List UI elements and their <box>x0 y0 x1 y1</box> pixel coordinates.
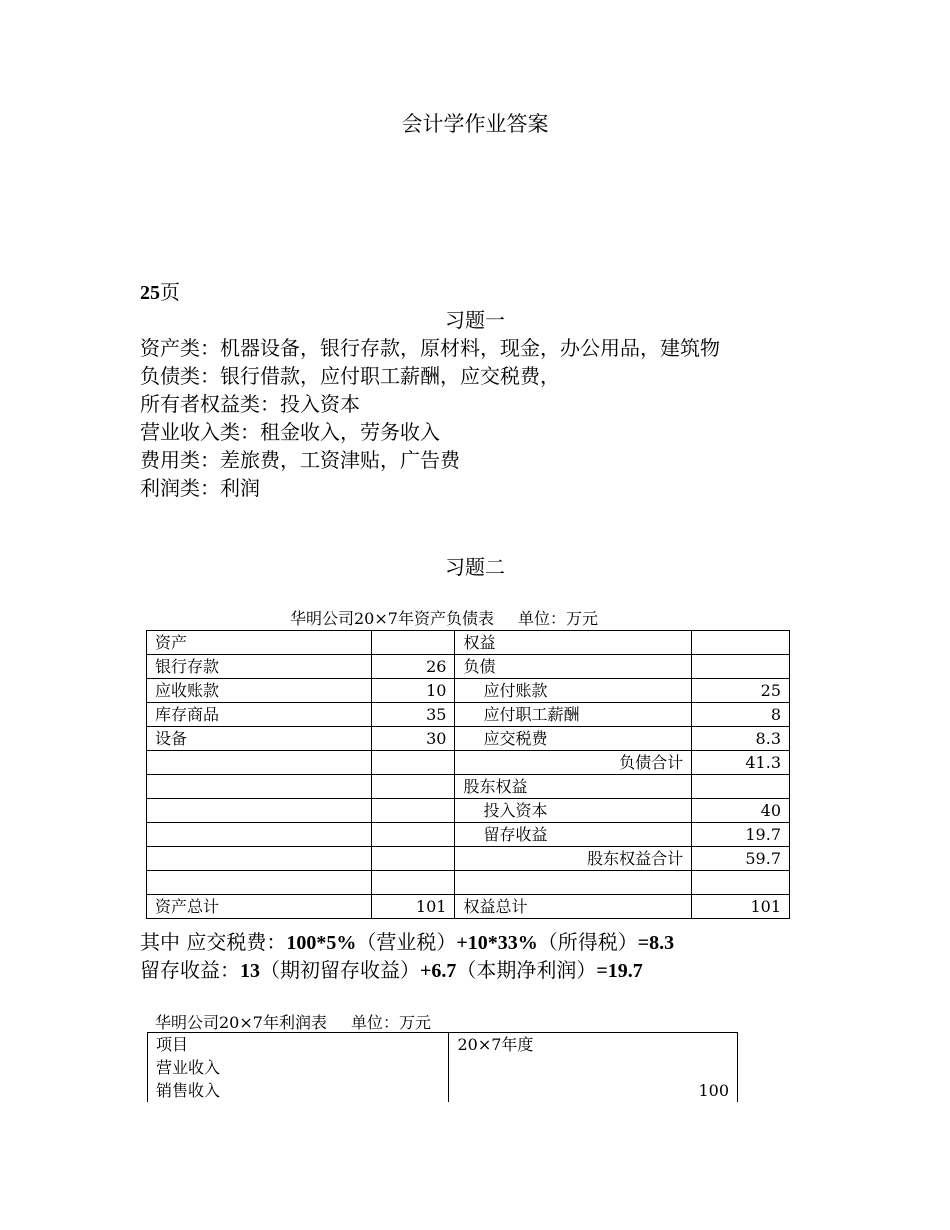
balance-sheet-row <box>147 751 790 775</box>
balance-sheet-unit: 单位：万元 <box>517 609 598 628</box>
balance-sheet-cell: 负债合计 <box>455 751 692 775</box>
balance-sheet-cell: 设备 <box>147 727 372 751</box>
balance-sheet-cell: 8.3 <box>692 727 790 751</box>
exercise1-heading: 习题一 <box>445 308 505 332</box>
balance-sheet-cell <box>692 775 790 799</box>
category-operating-revenue: 营业收入类：租金收入，劳务收入 <box>140 420 440 444</box>
balance-sheet-cell <box>371 775 455 799</box>
income-statement-row <box>148 1079 738 1102</box>
balance-sheet-row <box>147 799 790 823</box>
document-title: 会计学作业答案 <box>401 112 549 136</box>
balance-sheet-cell: 41.3 <box>692 751 790 775</box>
balance-sheet-cell <box>371 799 455 823</box>
income-statement-cell: 100 <box>449 1079 738 1102</box>
balance-sheet-cell: 35 <box>371 703 455 727</box>
balance-sheet-cell <box>147 799 372 823</box>
balance-sheet-row <box>147 655 790 679</box>
income-statement-unit: 单位：万元 <box>350 1013 431 1032</box>
page-reference <box>140 276 180 305</box>
balance-sheet-cell: 25 <box>692 679 790 703</box>
balance-sheet-row <box>147 847 790 871</box>
balance-sheet-row <box>147 823 790 847</box>
category-profit: 利润类：利润 <box>140 476 260 500</box>
balance-sheet-cell <box>371 751 455 775</box>
exercise2-heading: 习题二 <box>445 555 505 579</box>
income-statement-table <box>147 1032 738 1102</box>
balance-sheet-cell <box>147 823 372 847</box>
income-statement-header-cell: 项目 <box>148 1033 449 1057</box>
income-statement-cell: 营业收入 <box>148 1056 449 1079</box>
balance-sheet-cell: 应交税费 <box>455 727 692 751</box>
balance-sheet-cell <box>147 871 372 895</box>
page-number: 25 <box>140 282 160 304</box>
balance-sheet-cell: 59.7 <box>692 847 790 871</box>
balance-sheet-cell: 负债 <box>455 655 692 679</box>
income-statement-title: 华明公司20×7年利润表 <box>155 1013 327 1032</box>
balance-sheet-cell: 应付账款 <box>455 679 692 703</box>
income-statement-cell <box>449 1056 738 1079</box>
income-statement-header-row <box>148 1033 738 1057</box>
balance-sheet-row <box>147 895 790 919</box>
balance-sheet-title: 华明公司20×7年资产负债表 <box>290 609 494 628</box>
balance-sheet-cell <box>147 751 372 775</box>
balance-sheet-cell: 股东权益 <box>455 775 692 799</box>
balance-sheet-cell: 银行存款 <box>147 655 372 679</box>
balance-sheet-caption <box>290 606 598 629</box>
income-statement-row <box>148 1056 738 1079</box>
balance-sheet-cell: 19.7 <box>692 823 790 847</box>
category-expenses: 费用类：差旅费，工资津贴，广告费 <box>140 448 460 472</box>
balance-sheet-cell: 30 <box>371 727 455 751</box>
balance-sheet-cell: 股东权益合计 <box>455 847 692 871</box>
category-assets: 资产类：机器设备，银行存款，原材料，现金，办公用品，建筑物 <box>140 336 720 360</box>
balance-sheet-cell: 库存商品 <box>147 703 372 727</box>
balance-sheet-cell: 资产总计 <box>147 895 372 919</box>
balance-sheet-cell <box>371 847 455 871</box>
balance-sheet-row <box>147 871 790 895</box>
balance-sheet-row <box>147 679 790 703</box>
balance-sheet-cell <box>371 871 455 895</box>
balance-sheet-cell: 101 <box>692 895 790 919</box>
balance-sheet-row <box>147 727 790 751</box>
balance-sheet-cell: 10 <box>371 679 455 703</box>
balance-sheet-row <box>147 703 790 727</box>
income-statement-header-cell: 20×7年度 <box>449 1033 738 1057</box>
income-statement-caption <box>155 1010 431 1033</box>
balance-sheet-table <box>146 630 790 919</box>
income-statement-cell: 销售收入 <box>148 1079 449 1102</box>
category-owners-equity: 所有者权益类：投入资本 <box>140 392 360 416</box>
page-unit: 页 <box>160 280 180 304</box>
balance-sheet-cell: 应付职工薪酬 <box>455 703 692 727</box>
balance-sheet-cell <box>692 631 790 655</box>
balance-sheet-cell <box>692 655 790 679</box>
balance-sheet-cell <box>147 847 372 871</box>
balance-sheet-cell: 资产 <box>147 631 372 655</box>
tax-calculation: 其中 应交税费：100*5%（营业税）+10*33%（所得税）=8.3 <box>140 930 675 954</box>
balance-sheet-cell: 权益总计 <box>455 895 692 919</box>
balance-sheet-cell <box>371 823 455 847</box>
balance-sheet-cell: 应收账款 <box>147 679 372 703</box>
balance-sheet-row <box>147 631 790 655</box>
balance-sheet-cell <box>692 871 790 895</box>
balance-sheet-cell: 留存收益 <box>455 823 692 847</box>
balance-sheet-cell: 8 <box>692 703 790 727</box>
retained-earnings-calculation: 留存收益：13（期初留存收益）+6.7（本期净利润）=19.7 <box>140 958 643 982</box>
balance-sheet-cell <box>371 631 455 655</box>
category-liabilities: 负债类：银行借款，应付职工薪酬，应交税费， <box>140 364 560 388</box>
balance-sheet-cell: 权益 <box>455 631 692 655</box>
balance-sheet-cell: 投入资本 <box>455 799 692 823</box>
balance-sheet-cell: 40 <box>692 799 790 823</box>
balance-sheet-cell: 26 <box>371 655 455 679</box>
balance-sheet-cell <box>147 775 372 799</box>
balance-sheet-cell: 101 <box>371 895 455 919</box>
balance-sheet-row <box>147 775 790 799</box>
balance-sheet-cell <box>455 871 692 895</box>
